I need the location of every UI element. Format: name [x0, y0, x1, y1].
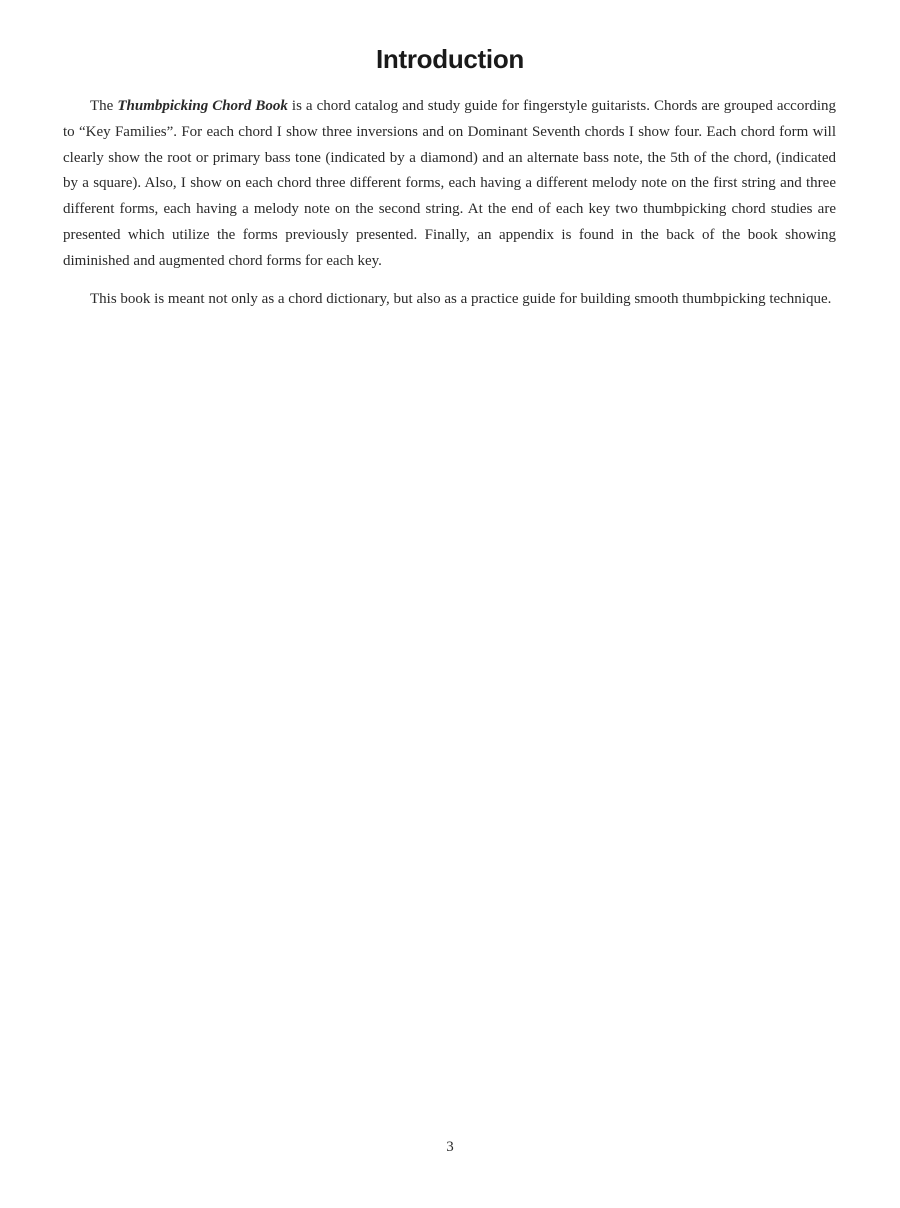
- introduction-body: [63, 94, 836, 324]
- book-title-emphasis: Thumbpicking Chord Book: [117, 98, 288, 114]
- page-title: Introduction: [375, 44, 525, 74]
- page-number: 3: [446, 1139, 454, 1155]
- intro-paragraph-1: [63, 94, 836, 275]
- paragraph-1-lead: The: [90, 98, 118, 114]
- paragraph-1-text: is a chord catalog and study guide for fingerstyle guitarists. Chords are grouped according to “Key Families”. For each chord I show three inversions and on Dominant Seventh chords I show four. Each chord form will clearly show the root or primary bass tone (indicated by a diamond) and an alternate bass note, the 5th of the chord, (indicated by a square). Also, I show on each chord three different forms, each having a different melody note on the first string and three different forms, each having a melody note on the second string. At the end of each key two thumbpicking chord studies are presented which utilize the forms previously presented. Finally, an appendix is found in the back of the book showing diminished and augmented chord forms for each key.: [63, 98, 836, 269]
- intro-paragraph-2: This book is meant not only as a chord dictionary, but also as a practice guide for building smooth thumbpicking technique.: [90, 290, 832, 307]
